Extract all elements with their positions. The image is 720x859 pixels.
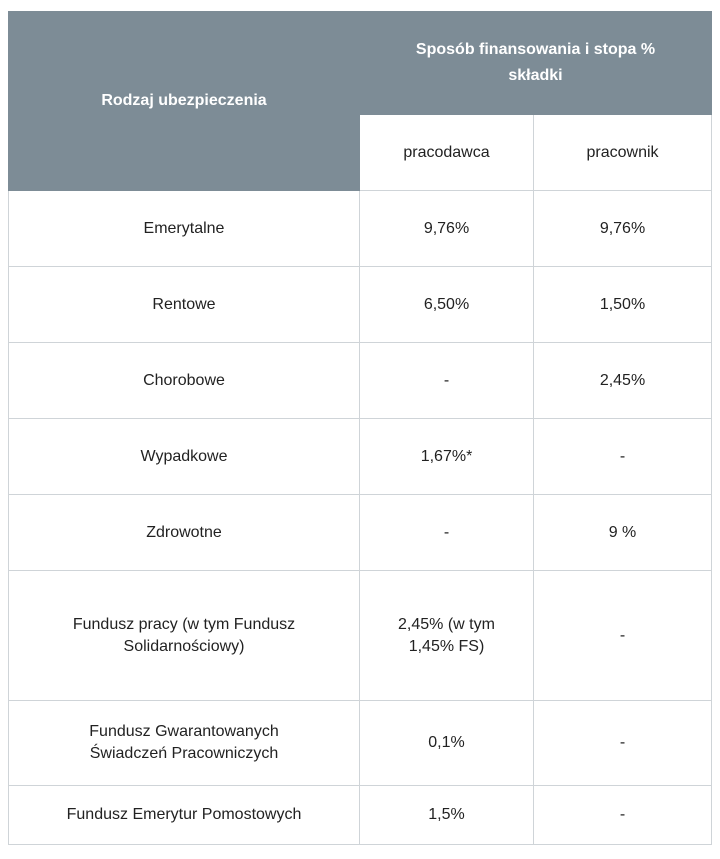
- row-type: Zdrowotne: [9, 495, 360, 571]
- row-employer-rate: [360, 571, 534, 701]
- row-type: Wypadkowe: [9, 419, 360, 495]
- header-employer: pracodawca: [360, 115, 534, 191]
- row-type: [9, 571, 360, 701]
- table-row: [9, 343, 712, 419]
- row-employer-rate: 6,50%: [360, 267, 534, 343]
- row-employer-rate: 0,1%: [360, 701, 534, 786]
- table-row: [9, 191, 712, 267]
- row-employer-rate-label: 2,45% (w tym 1,45% FS): [398, 615, 495, 655]
- row-type: Rentowe: [9, 267, 360, 343]
- row-employee-rate: 9,76%: [534, 191, 712, 267]
- row-employer-rate: 1,5%: [360, 786, 534, 845]
- row-type: Emerytalne: [9, 191, 360, 267]
- row-employee-rate: -: [534, 701, 712, 786]
- row-type: [9, 701, 360, 786]
- header-financing-label: Sposób finansowania i stopa % składki: [415, 41, 656, 84]
- row-employer-rate: 9,76%: [360, 191, 534, 267]
- row-type-label: Fundusz Gwarantowanych Świadczeń Pracowniczych: [89, 723, 279, 762]
- row-employer-rate: -: [360, 343, 534, 419]
- table-row: [9, 495, 712, 571]
- header-insurance-type: Rodzaj ubezpieczenia: [9, 12, 360, 191]
- table-row: [9, 419, 712, 495]
- row-employer-rate: 1,67%*: [360, 419, 534, 495]
- row-employer-rate: -: [360, 495, 534, 571]
- table-row: [9, 701, 712, 786]
- row-employee-rate: -: [534, 786, 712, 845]
- row-employee-rate: 9 %: [534, 495, 712, 571]
- row-employee-rate: 2,45%: [534, 343, 712, 419]
- insurance-contributions-table: [8, 11, 712, 845]
- table-row: [9, 571, 712, 701]
- table-row: [9, 267, 712, 343]
- row-type-label: Fundusz pracy (w tym Fundusz Solidarnościowy): [72, 615, 296, 655]
- row-type: Chorobowe: [9, 343, 360, 419]
- header-employee: pracownik: [534, 115, 712, 191]
- row-employee-rate: -: [534, 419, 712, 495]
- row-type: Fundusz Emerytur Pomostowych: [9, 786, 360, 845]
- row-employee-rate: -: [534, 571, 712, 701]
- header-financing: [360, 12, 712, 115]
- row-employee-rate: 1,50%: [534, 267, 712, 343]
- table-row: [9, 786, 712, 845]
